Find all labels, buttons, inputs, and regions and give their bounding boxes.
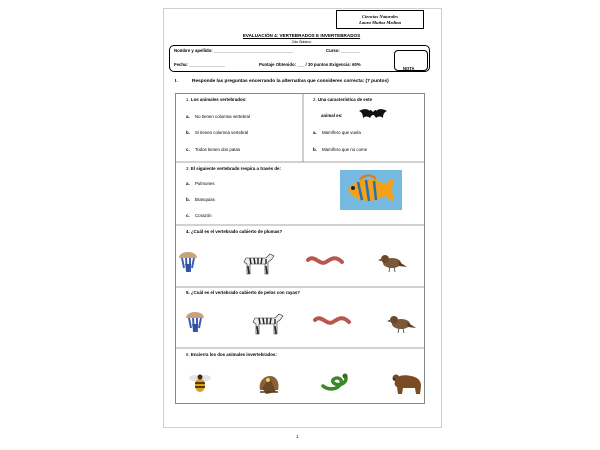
snake-icon[interactable] bbox=[320, 372, 350, 392]
zebra-icon[interactable] bbox=[240, 250, 276, 276]
jellyfish-icon[interactable] bbox=[177, 248, 199, 274]
q1-option-c[interactable]: c. Todos tienen dos patas bbox=[186, 147, 241, 152]
date-field[interactable]: Fecha: _______________ bbox=[174, 62, 225, 67]
fish-icon bbox=[340, 170, 402, 210]
q3-option-a[interactable]: a. Pulmones bbox=[186, 181, 215, 186]
bear-icon[interactable] bbox=[391, 372, 423, 396]
nota-label: NOTA bbox=[403, 66, 415, 71]
q1-prompt: 1. Los animales vertebrados: bbox=[186, 97, 247, 102]
bee-icon[interactable] bbox=[188, 372, 212, 394]
jellyfish-icon[interactable] bbox=[184, 308, 206, 334]
worm-icon[interactable] bbox=[313, 314, 351, 330]
section-number: I. bbox=[175, 79, 178, 84]
header-teacher: Laura Muñoz Medina bbox=[359, 20, 401, 25]
worm-icon[interactable] bbox=[306, 254, 344, 270]
q3-option-c[interactable]: c. Corazón bbox=[186, 213, 212, 218]
course-field[interactable]: Curso: ________ bbox=[326, 48, 361, 53]
q3-option-b[interactable]: b. Branquias bbox=[186, 197, 215, 202]
score-field: Puntaje Obtenido: ___ / 30 puntos Exigencia: 60% bbox=[259, 62, 361, 67]
q3-prompt: 3. El siguiente vertebrado respira a través de: bbox=[186, 166, 281, 171]
q1-option-b[interactable]: b. Si tienen columna vertebral bbox=[186, 130, 249, 135]
owl-icon[interactable] bbox=[256, 370, 282, 396]
zebra-icon[interactable] bbox=[249, 310, 285, 336]
document-subtitle: 2do Básico bbox=[291, 39, 312, 44]
q4-prompt: 4. ¿Cuál es el vertebrado cubierto de plumas? bbox=[186, 229, 283, 234]
header-subject: Ciencias Naturales bbox=[361, 14, 399, 19]
q5-prompt: 5. ¿Cuál es el vertebrado cubierto de pelos con rayas? bbox=[186, 290, 300, 295]
name-field[interactable]: Nombre y apellido: _________________________________ bbox=[174, 48, 293, 53]
document-title: EVALUACIÓN 4: VERTEBRADOS E INVERTEBRADOS bbox=[242, 33, 361, 38]
q2-prompt: 2. Una característica de este bbox=[313, 97, 373, 102]
q2-option-a[interactable]: a. Mamífero que vuela bbox=[313, 130, 361, 135]
section-instruction: Responde las preguntas encerrando la alternativa que consideres correcta: (7 puntos) bbox=[192, 79, 389, 84]
q2-option-b[interactable]: b. Mamífero que no come bbox=[313, 147, 368, 152]
sparrow-icon[interactable] bbox=[387, 312, 417, 334]
page-number: 1 bbox=[296, 434, 299, 439]
q1-option-a[interactable]: a. No tienen columna vertebral bbox=[186, 114, 250, 119]
q2-prompt-line2: animal es: bbox=[321, 113, 343, 118]
sparrow-icon[interactable] bbox=[378, 251, 408, 273]
bat-icon bbox=[358, 106, 388, 122]
q6-prompt: 6. Encierra los dos animales invertebrados: bbox=[186, 352, 277, 357]
